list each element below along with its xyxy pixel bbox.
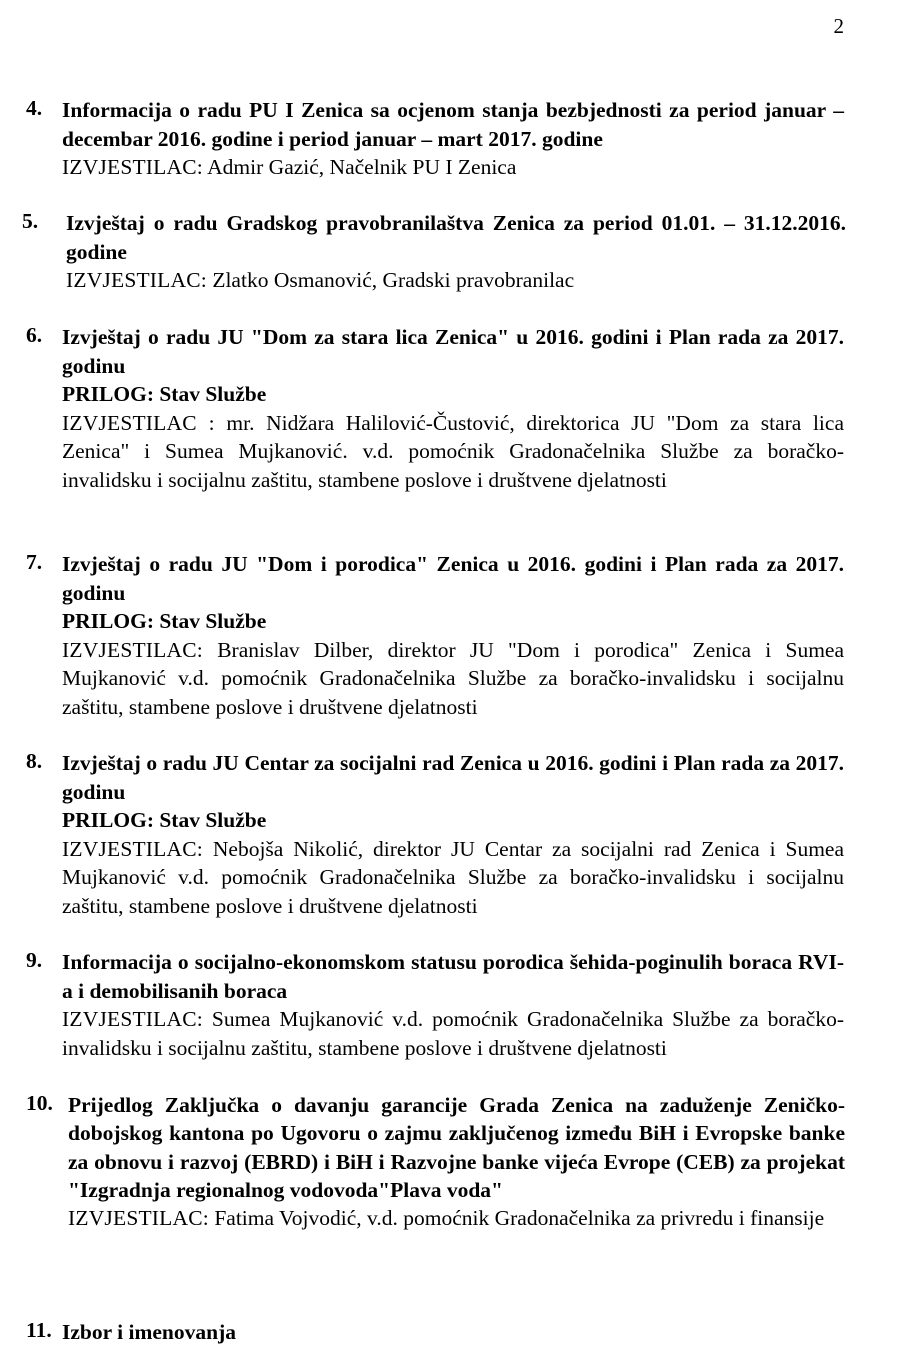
agenda-item-number: 11. [26, 1318, 52, 1342]
agenda-item-reporter [62, 636, 844, 722]
agenda-item-attachment: PRILOG: Stav Službe [62, 382, 267, 406]
page-number: 2 [833, 14, 844, 38]
agenda-item-number: 10. [26, 1091, 53, 1115]
reporter-text: Sumea Mujkanović v.d. pomoćnik Gradonačelnika Službe za boračko-invalidsku i socijalnu zaštitu, stambene poslove i društvene djelatnosti [62, 1007, 844, 1060]
agenda-item-number: 8. [26, 749, 43, 773]
reporter-label: IZVJESTILAC: [66, 268, 207, 292]
reporter-label: IZVJESTILAC: [62, 155, 203, 179]
agenda-item-number: 5. [22, 209, 39, 233]
agenda-item-title: Izvještaj o radu JU "Dom za stara lica Zenica" u 2016. godini i Plan rada za 2017. godinu [62, 325, 844, 378]
reporter-label: IZVJESTILAC: [62, 1007, 203, 1031]
reporter-text: Fatima Vojvodić, v.d. pomoćnik Gradonačelnika za privredu i finansije [214, 1206, 825, 1231]
reporter-text: Admir Gazić, Načelnik PU I Zenica [207, 155, 517, 179]
agenda-item-title: Izvještaj o radu JU Centar za socijalni rad Zenica u 2016. godini i Plan rada za 2017. godinu [62, 751, 844, 804]
reporter-text: mr. Nidžara Halilović-Čustović, direktorica JU "Dom za stara lica Zenica" i Sumea Mujkanović. v.d. pomoćnik Gradonačelnika Službe za boračko-invalidsku i socijalnu zaštitu, stambene poslove i društvene djelatnosti [62, 410, 844, 492]
reporter-text: Zlatko Osmanović, Gradski pravobranilac [212, 268, 575, 292]
reporter-label: IZVJESTILAC: [62, 836, 203, 861]
reporter-label: IZVJESTILAC: [62, 637, 203, 662]
agenda-item-reporter [62, 1005, 844, 1062]
agenda-item-reporter [62, 409, 844, 495]
agenda-item-reporter [66, 266, 846, 295]
agenda-item-title: Informacija o socijalno-ekonomskom statusu porodica šehida-poginulih boraca RVI-a i demobilisanih boraca [62, 950, 844, 1003]
reporter-label: IZVJESTILAC: [68, 1206, 209, 1231]
agenda-item-title: Izvještaj o radu Gradskog pravobranilaštva Zenica za period 01.01. – 31.12.2016. godine [66, 211, 846, 264]
agenda-item-title: Prijedlog Zaključka o davanju garancije Grada Zenica na zaduženje Zeničko-dobojskog kantona po Ugovoru o zajmu zaključenog između BiH i Evropske banke za obnovu i razvoj (EBRD) i BiH i Razvojne banke vijeća Evrope (CEB) za projekat "Izgradnja regionalnog vodovoda"Plava voda" [68, 1093, 845, 1202]
reporter-label: IZVJESTILAC : [62, 410, 215, 435]
agenda-item-reporter [62, 153, 844, 182]
agenda-item-title: Izbor i imenovanja [62, 1320, 236, 1344]
agenda-item-title: Izvještaj o radu JU "Dom i porodica" Zenica u 2016. godini i Plan rada za 2017. godinu [62, 552, 844, 605]
agenda-item-number: 6. [26, 323, 43, 347]
agenda-item-number: 7. [26, 550, 43, 574]
agenda-item-attachment: PRILOG: Stav Službe [62, 808, 267, 832]
agenda-item-reporter [62, 835, 844, 921]
agenda-item-reporter [68, 1204, 845, 1233]
reporter-text: Branislav Dilber, direktor JU "Dom i porodica" Zenica i Sumea Mujkanović v.d. pomoćnik Gradonačelnika Službe za boračko-invalidsku i socijalnu zaštitu, stambene poslove i društvene djelatnosti [62, 637, 845, 719]
agenda-item-number: 9. [26, 948, 43, 972]
agenda-item-title: Informacija o radu PU I Zenica sa ocjenom stanja bezbjednosti za period januar – decembar 2016. godine i period januar – mart 2017. godine [62, 98, 844, 151]
reporter-text: Nebojša Nikolić, direktor JU Centar za socijalni rad Zenica i Sumea Mujkanović v.d. pomoćnik Gradonačelnika Službe za boračko-invalidsku i socijalnu zaštitu, stambene poslove i društvene djelatnosti [62, 836, 845, 918]
agenda-item-attachment: PRILOG: Stav Službe [62, 609, 267, 633]
agenda-item-number: 4. [26, 96, 43, 120]
